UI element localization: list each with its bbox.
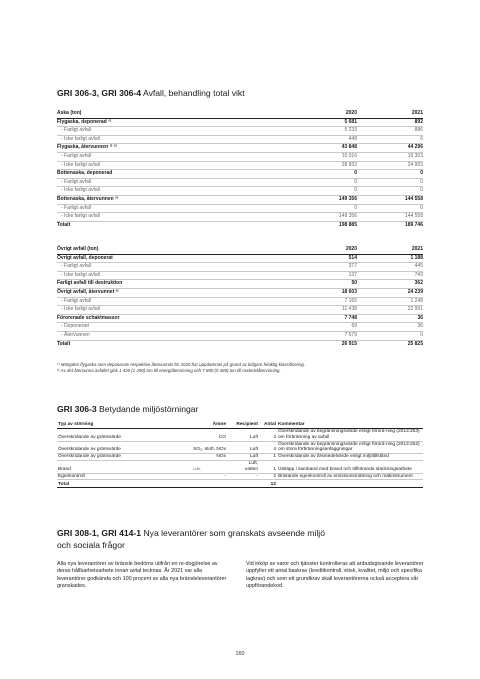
cell-v2020: 50 — [291, 280, 357, 289]
cell-label: - Icke farligt avfall — [57, 306, 291, 315]
cell-v2021: 25 825 — [357, 340, 423, 348]
table-row — [57, 314, 423, 323]
cell-v2021: 0 — [357, 187, 423, 196]
cell-substance: CO — [167, 429, 227, 442]
cell-v2021: 36 — [357, 323, 423, 332]
cell-v2020: 377 — [291, 263, 357, 272]
table-row — [57, 297, 423, 306]
table-row — [57, 135, 423, 144]
ash-table — [57, 110, 423, 229]
cell-v2020: 5 681 — [291, 118, 357, 127]
cell-v2020: 28 832 — [291, 161, 357, 170]
cell-v2020: 18 603 — [291, 288, 357, 297]
table-header-row — [57, 421, 423, 429]
section-title-suppliers-line2: och sociala frågor — [57, 540, 125, 550]
table-row — [57, 441, 423, 454]
cell-v2021: 0 — [357, 178, 423, 187]
cell-label: Totalt — [57, 340, 291, 348]
cell-v2021: 0 — [357, 204, 423, 213]
cell-label: - Icke farligt avfall — [57, 271, 291, 280]
cell-v2021: 36 — [357, 314, 423, 323]
paragraph-fuel-suppliers: Alla nya leverantörer av bränsle bedöms utifrån en re-dogjörelse av deras hållbarhetsarbete innan avtal tecknas. År 2021 var alla leverantörer godkända och 100 procent av alla nya bränsleleverantörer granskades. — [57, 561, 227, 590]
cell-label: - Icke farligt avfall — [57, 187, 291, 196]
cell-recipient-line1: Luft, — [248, 460, 258, 466]
cell-v2021: 144 558 — [357, 195, 423, 204]
table-row — [57, 152, 423, 161]
table-row — [57, 204, 423, 213]
cell-label: Bottenaska, återvunnen ²⁾ — [57, 195, 291, 204]
cell-v2021: 1 248 — [357, 297, 423, 306]
cell-label: - Farligt avfall — [57, 297, 291, 306]
col-header-count: Antal — [259, 421, 277, 429]
cell-label: - Farligt avfall — [57, 204, 291, 213]
cell-v2020: 137 — [291, 271, 357, 280]
table-row — [57, 331, 423, 340]
cell-v2021: 6 — [357, 135, 423, 144]
cell-type: Egenkontroll — [57, 473, 167, 480]
cell-label: - Icke farligt avfall — [57, 213, 291, 222]
cell-label: - Icke farligt avfall — [57, 161, 291, 170]
cell-v2021: 44 296 — [357, 144, 423, 153]
cell-label: - Farligt avfall — [57, 152, 291, 161]
disturbances-table — [57, 421, 423, 488]
cell-v2021: 24 239 — [357, 288, 423, 297]
cell-total-value: 12 — [259, 480, 277, 488]
cell-recipient: Luft — [227, 441, 259, 454]
col-header-label: Övrigt avfall (ton) — [57, 246, 291, 254]
cell-count: 2 — [259, 473, 277, 480]
cell-recipient: Luft — [227, 454, 259, 461]
cell-v2020: 26 915 — [291, 340, 357, 348]
cell-label: Övrigt avfall, deponerat — [57, 254, 291, 263]
cell-v2021: 743 — [357, 271, 423, 280]
table-row — [57, 323, 423, 332]
cell-label: - Farligt avfall — [57, 178, 291, 187]
cell-v2021: 22 991 — [357, 306, 423, 315]
cell-label: Flygaska, deponerad ¹⁾ — [57, 118, 291, 127]
table-row — [57, 144, 423, 153]
table-row — [57, 170, 423, 179]
cell-v2020: 0 — [291, 204, 357, 213]
table-row — [57, 178, 423, 187]
cell-label: Övrigt avfall, återvunnet ²⁾ — [57, 288, 291, 297]
cell-v2020: 0 — [291, 178, 357, 187]
col-header-y2021: 2021 — [357, 246, 423, 254]
cell-label: Flygaska, återvunnen ¹⁾ ²⁾ — [57, 144, 291, 153]
cell-type: Brand — [57, 460, 167, 473]
footnote-1: ¹⁾ Mängden flygaska som deponerats respektive återvunnits för 2020 har uppdaterats på grund av tidigare felaktig klassificering. — [57, 362, 306, 367]
table-row — [57, 118, 423, 127]
table-row — [57, 271, 423, 280]
cell-v2020: 514 — [291, 254, 357, 263]
cell-label: - Farligt avfall — [57, 127, 291, 136]
cell-v2020: 7 165 — [291, 297, 357, 306]
section-title-waste-text: Avfall, behandling total vikt — [141, 88, 245, 98]
cell-comment: Överskridande av begränsningsvärde enligt förord-ning (2013:252) om stora förbränningsanläggningar — [277, 441, 423, 454]
table-row — [57, 263, 423, 272]
cell-substance: Luft, — [167, 460, 227, 473]
cell-v2021: 24 993 — [357, 161, 423, 170]
col-header-y2020: 2020 — [291, 246, 357, 254]
cell-type: Överskridande av gränsvärde — [57, 454, 167, 461]
cell-label: Farligt avfall till destruktion — [57, 280, 291, 289]
cell-v2021: 362 — [357, 280, 423, 289]
table-total-row — [57, 221, 423, 229]
paragraph-procurement: Vid inköp av varor och tjänster kontrolleras att anbudsgivande leverantörer uppfyller ett antal baskrav (kreditkontroll, etisk, kvalitet, miljö och specifika lagkrav) och som ett grundkrav skall leverantörerna också acceptera vår uppförandekod. — [246, 561, 424, 590]
cell-recipient — [227, 460, 259, 473]
cell-total-label: Total — [57, 480, 167, 488]
section-title-suppliers-code: GRI 308-1, GRI 414-1 — [57, 528, 142, 538]
table-total-row — [57, 340, 423, 348]
cell-v2021: 0 — [357, 170, 423, 179]
section-title-disturbances-code: GRI 306-3 — [57, 404, 97, 414]
cell-v2020: 5 233 — [291, 127, 357, 136]
cell-label: Totalt — [57, 221, 291, 229]
cell-count: 4 — [259, 429, 277, 442]
cell-comment: Överskridande av begränsningsvärde enligt förord-ning (2013:253) om förbränning av avfall — [277, 429, 423, 442]
cell-substance: - — [167, 473, 227, 480]
cell-v2020: 15 016 — [291, 152, 357, 161]
cell-label: Bottenaska, deponerad — [57, 170, 291, 179]
col-header-recipient: Recipient — [227, 421, 259, 429]
cell-v2020: 7 748 — [291, 314, 357, 323]
cell-label: - Farligt avfall — [57, 263, 291, 272]
footnote-2: ²⁾ Av det återvunna avfallet gick 1 420 (1 290) ton till energiåtervinning och 7 690 (5 469) ton till materielåtervinning. — [57, 368, 281, 373]
footnotes — [57, 362, 305, 374]
table-row — [57, 429, 423, 442]
table-row — [57, 280, 423, 289]
cell-v2020: 0 — [291, 187, 357, 196]
table-row — [57, 460, 423, 473]
cell-type: Överskridande av gränsvärde — [57, 441, 167, 454]
section-title-suppliers — [57, 527, 325, 551]
cell-recipient: - — [227, 473, 259, 480]
col-header-label: Aska (ton) — [57, 110, 291, 118]
section-title-waste — [57, 88, 245, 98]
cell-v2021: 892 — [357, 118, 423, 127]
section-title-disturbances-text: Betydande miljöstörningar — [96, 404, 199, 414]
section-title-waste-code: GRI 306-3, GRI 306-4 — [57, 88, 142, 98]
cell-recipient-line2: vatten — [244, 466, 258, 472]
table-row — [57, 213, 423, 222]
other-waste-table — [57, 246, 423, 348]
cell-v2021: 0 — [357, 331, 423, 340]
table-total-row — [57, 480, 423, 488]
cell-v2020: 11 438 — [291, 306, 357, 315]
cell-substance: SO₂, stoft, NOx — [167, 441, 227, 454]
cell-comment: Överskridande av årsmedelvärde enligt miljötillstånd — [277, 454, 423, 461]
cell-count: 1 — [259, 454, 277, 461]
page-number: 160 — [235, 651, 245, 657]
table-row — [57, 454, 423, 461]
cell-label: - Deponerad — [57, 323, 291, 332]
cell-label: - Icke farligt avfall — [57, 135, 291, 144]
cell-v2021: 1 188 — [357, 254, 423, 263]
table-row — [57, 473, 423, 480]
cell-v2020: 69 — [291, 323, 357, 332]
col-header-comment: Kommentar — [277, 421, 423, 429]
table-row — [57, 187, 423, 196]
table-row — [57, 127, 423, 136]
section-title-disturbances — [57, 404, 198, 414]
table-header-row — [57, 110, 423, 118]
table-header-row — [57, 246, 423, 254]
cell-label: Förorenade schaktmassor — [57, 314, 291, 323]
cell-v2021: 445 — [357, 263, 423, 272]
cell-recipient: Luft — [227, 429, 259, 442]
table-row — [57, 254, 423, 263]
col-header-type: Typ av störning — [57, 421, 167, 429]
cell-v2020: 43 848 — [291, 144, 357, 153]
table-row — [57, 288, 423, 297]
cell-v2020: 0 — [291, 170, 357, 179]
cell-v2020: 149 356 — [291, 195, 357, 204]
cell-count: 4 — [259, 441, 277, 454]
cell-v2020: 149 356 — [291, 213, 357, 222]
table-row — [57, 306, 423, 315]
table-row — [57, 195, 423, 204]
section-title-suppliers-text: Nya leverantörer som granskats avseende miljö — [141, 528, 325, 538]
cell-type: Överskridande av gränsvärde — [57, 429, 167, 442]
col-header-y2021: 2021 — [357, 110, 423, 118]
table-row — [57, 161, 423, 170]
cell-substance: NOx — [167, 454, 227, 461]
cell-v2021: 19 303 — [357, 152, 423, 161]
cell-comment: Utsläpp i samband med brand och tillhörande släckningsarbete — [277, 460, 423, 473]
col-header-substance: Ämne — [167, 421, 227, 429]
cell-v2020: 448 — [291, 135, 357, 144]
cell-comment: Bristande egenkontroll av emissionsmätning och mätinstrument — [277, 473, 423, 480]
cell-v2021: 189 746 — [357, 221, 423, 229]
cell-v2021: 144 558 — [357, 213, 423, 222]
col-header-y2020: 2020 — [291, 110, 357, 118]
cell-v2021: 886 — [357, 127, 423, 136]
cell-v2020: 7 679 — [291, 331, 357, 340]
cell-label: - Återvunnen — [57, 331, 291, 340]
cell-v2020: 198 885 — [291, 221, 357, 229]
cell-count: 1 — [259, 460, 277, 473]
